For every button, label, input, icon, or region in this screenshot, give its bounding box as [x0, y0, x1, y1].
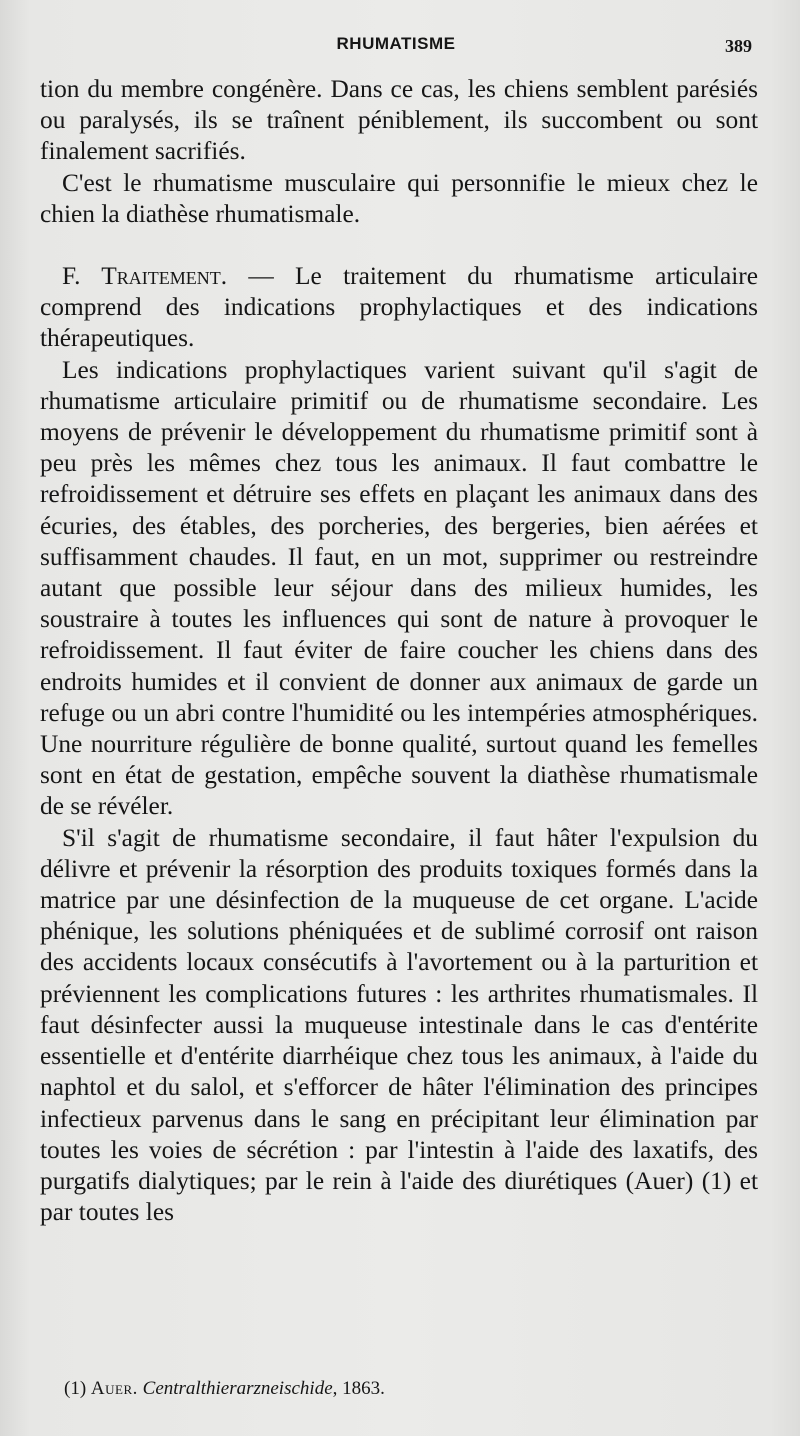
footnote-work: Centralthierarzneischide [142, 1378, 333, 1399]
paragraph-continuation: tion du membre congénère. Dans ce cas, les chiens semblent parésiés ou paralysés, ils se traînent péniblement, ils succombent ou sont finalement sacrifiés. [40, 75, 758, 166]
section-heading: F. Traitement. — [62, 262, 274, 291]
paragraph-muscular-rheumatism: C'est le rhumatisme musculaire qui personnifie le mieux chez le chien la diathèse rhumatismale. [40, 168, 758, 228]
body-text [40, 74, 758, 1228]
footnote-author: Auer. [90, 1378, 138, 1399]
footnote-marker: (1) [64, 1378, 87, 1399]
footnote-year: , 1863. [332, 1378, 385, 1399]
page-header [40, 34, 752, 60]
running-title: RHUMATISME [336, 34, 456, 53]
paragraph-prophylaxis: Les indications prophylactiques varient suivant qu'il s'agit de rhumatisme articulaire primitif ou de rhumatisme secondaire. Les moyens de prévenir le développement du rhumatisme primitif sont à peu près les mêmes chez tous les animaux. Il faut combattre le refroidissement et détruire ses effets en plaçant les animaux dans des écuries, des étables, des porcheries, des bergeries, bien aérées et suffisamment chaudes. Il faut, en un mot, supprimer ou restreindre autant que possible leur séjour dans des milieux humides, les soustraire à toutes les influences qui sont de nature à provoquer le refroidissement. Il faut éviter de faire coucher les chiens dans des endroits humides et il convient de donner aux animaux de garde un refuge ou un abri contre l'humidité ou les intempéries atmosphériques. Une nourriture régulière de bonne qualité, surtout quand les femelles sont en état de gestation, empêche souvent la diathèse rhumatismale de se révéler. [40, 355, 758, 821]
footnote [64, 1378, 385, 1400]
page-number: 389 [725, 36, 752, 56]
section-gap [40, 230, 758, 261]
treatment-intro-text: Le traitement du rhumatisme articulaire comprend des indications prophylactiques et des indications thérapeutiques. [40, 262, 758, 353]
paragraph-secondary-rheumatism: S'il s'agit de rhumatisme secondaire, il faut hâter l'expulsion du délivre et prévenir la résorption des produits toxiques formés dans la matrice par une désinfection de la muqueuse de cet organe. L'acide phénique, les solutions phéniquées et de sublimé corrosif ont raison des accidents locaux consécutifs à l'avortement ou à la parturition et préviennent les complications futures : les arthrites rhumatismales. Il faut désinfecter aussi la muqueuse intestinale dans le cas d'entérite essentielle et d'entérite diarrhéique chez tous les animaux, à l'aide du naphtol et du salol, et s'efforcer de hâter l'élimination des principes infectieux parvenus dans le sang en précipitant leur élimination par toutes les voies de sécrétion : par l'intestin à l'aide des laxatifs, des purgatifs dialytiques; par le rein à l'aide des diurétiques (Auer) (1) et par toutes les [40, 823, 758, 1227]
paragraph-treatment [40, 261, 758, 355]
